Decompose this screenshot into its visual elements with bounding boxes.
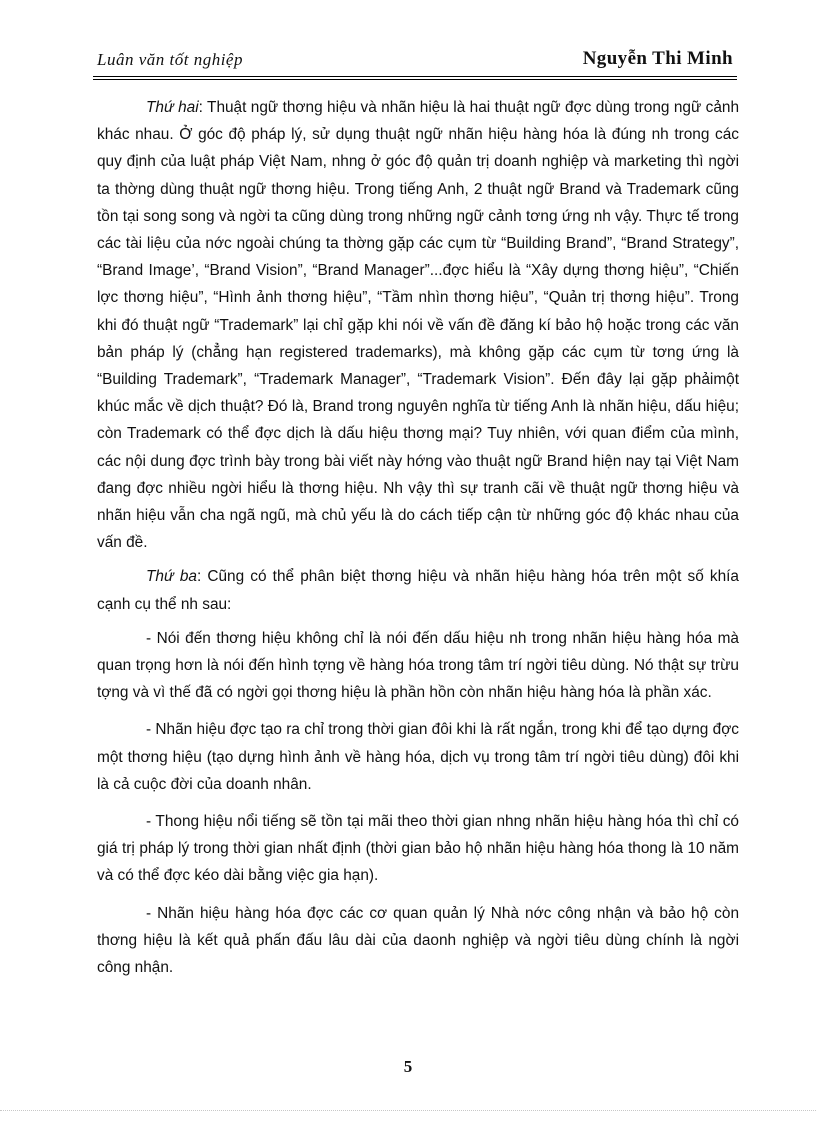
header-author-name: Nguyễn Thi Minh bbox=[582, 48, 733, 69]
bullet-item: - Nhãn hiệu đợc tạo ra chỉ trong thời gian đôi khi là rất ngắn, trong khi để tạo dựng đợc một thơng hiệu (tạo dựng hình ảnh về hàng hóa, dịch vụ trong tâm trí ngời tiêu dùng) đôi khi là cả cuộc đời của doanh nhân. bbox=[97, 721, 739, 793]
footer-divider bbox=[0, 1110, 816, 1111]
paragraph-thu-hai bbox=[97, 94, 739, 556]
paragraph-text: : Cũng có thể phân biệt thơng hiệu và nhãn hiệu hàng hóa trên một số khía cạnh cụ thể nh sau: bbox=[97, 568, 739, 613]
paragraph-text: : Thuật ngữ thơng hiệu và nhãn hiệu là hai thuật ngữ đợc dùng trong ngữ cảnh khác nhau. Ở góc độ pháp lý, sử dụng thuật ngữ nhãn hiệu hàng hóa là đúng nh trong các quy định của luật pháp Việt Nam, nhng ở góc độ quản trị doanh nghiệp và marketing thì ngời ta thờng dùng thuật ngữ thơng hiệu. Trong tiếng Anh, 2 thuật ngữ Brand và Trademark cũng tồn tại song song và ngời ta cũng dùng trong những ngữ cảnh tơng ứng nh vậy. Thực tế trong các tài liệu của nớc ngoài chúng ta thờng gặp các cụm từ “Building Brand”, “Brand Strategy”, “Brand Image’, “Brand Vision”, “Brand Manager”...đợc hiểu là “Xây dựng thơng hiệu”, “Chiến lợc thơng hiệu”, “Hình ảnh thơng hiệu”, “Tầm nhìn thơng hiệu”, “Quản trị thơng hiệu”. Trong khi đó thuật ngữ “Trademark” lại chỉ gặp khi nói về vấn đề đăng kí bảo hộ hoặc trong các văn bản pháp lý (chẳng hạn registered trademarks), mà không gặp các cụm từ tơng ứng là “Building Trademark”, “Trademark Manager”, “Trademark Vision”. Đến đây lại gặp phảimột khúc mắc về dịch thuật? Đó là, Brand trong nguyên nghĩa từ tiếng Anh là nhãn hiệu, dấu hiệu; còn Trademark có thể đợc dịch là dấu hiệu thơng mại? Tuy nhiên, với quan điểm của mình, các nội dung đợc trình bày trong bài viết này hớng vào thuật ngữ Brand hiện nay tại Việt Nam đang đợc nhiều ngời hiểu là thơng hiệu. Nh vậy thì sự tranh cãi về thuật ngữ thơng hiệu và nhãn hiệu vẫn cha ngã ngũ, mà chủ yếu là do cách tiếp cận từ những góc độ khác nhau của vấn đề. bbox=[97, 99, 740, 552]
paragraph-lead: Thứ ba bbox=[146, 568, 197, 586]
bullet-item: - Nhãn hiệu hàng hóa đợc các cơ quan quản lý Nhà nớc công nhận và bảo hộ còn thơng hiệu là kết quả phấn đấu lâu dài của daonh nghiệp và ngời tiêu dùng chính là ngời công nhận. bbox=[97, 904, 739, 977]
bullet-item: - Thong hiệu nổi tiếng sẽ tồn tại mãi theo thời gian nhng nhãn hiệu hàng hóa thì chỉ có giá trị pháp lý trong thời gian nhất định (thời gian bảo hộ nhãn hiệu hàng hóa thong là 10 năm và có thể đợc kéo dài bằng việc gia hạn). bbox=[97, 813, 739, 885]
page-number: 5 bbox=[403, 1057, 413, 1076]
header-thesis-title: Luân văn tốt nghiệp bbox=[97, 50, 243, 69]
bullet-item: - Nói đến thơng hiệu không chỉ là nói đến dấu hiệu nh trong nhãn hiệu hàng hóa mà quan trọng hơn là nói đến hình tợng về hàng hóa trong tâm trí ngời tiêu dùng. Nó thật sự trừu tợng và vì thế đã có ngời gọi thơng hiệu là phần hồn còn nhãn hiệu hàng hóa là phần xác. bbox=[97, 629, 739, 702]
page-header bbox=[97, 48, 733, 74]
paragraph-lead: Thứ hai bbox=[146, 99, 199, 116]
header-divider bbox=[93, 76, 737, 80]
paragraph-thu-ba bbox=[97, 563, 739, 617]
body-text bbox=[97, 94, 739, 991]
